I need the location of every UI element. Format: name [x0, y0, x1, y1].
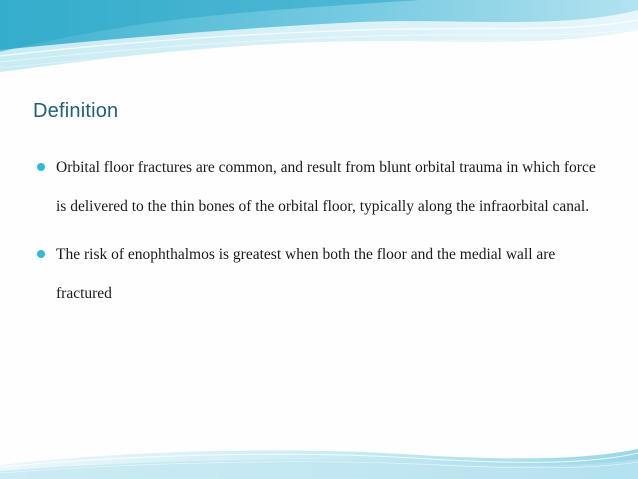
header-wave-decoration — [0, 0, 638, 80]
footer-wave-decoration — [0, 419, 638, 479]
bullet-marker-icon — [37, 163, 45, 171]
bullet-list — [34, 148, 604, 313]
slide-title: Definition — [33, 100, 119, 122]
bullet-text: The risk of enophthalmos is greatest when both the floor and the medial wall are fractured — [56, 246, 556, 302]
bullet-marker-icon — [37, 250, 45, 258]
bullet-item — [34, 148, 604, 226]
bullet-item — [34, 235, 604, 313]
bullet-text: Orbital floor fractures are common, and result from blunt orbital trauma in which force is delivered to the thin bones of the orbital floor, typically along the infraorbital canal. — [56, 159, 596, 215]
